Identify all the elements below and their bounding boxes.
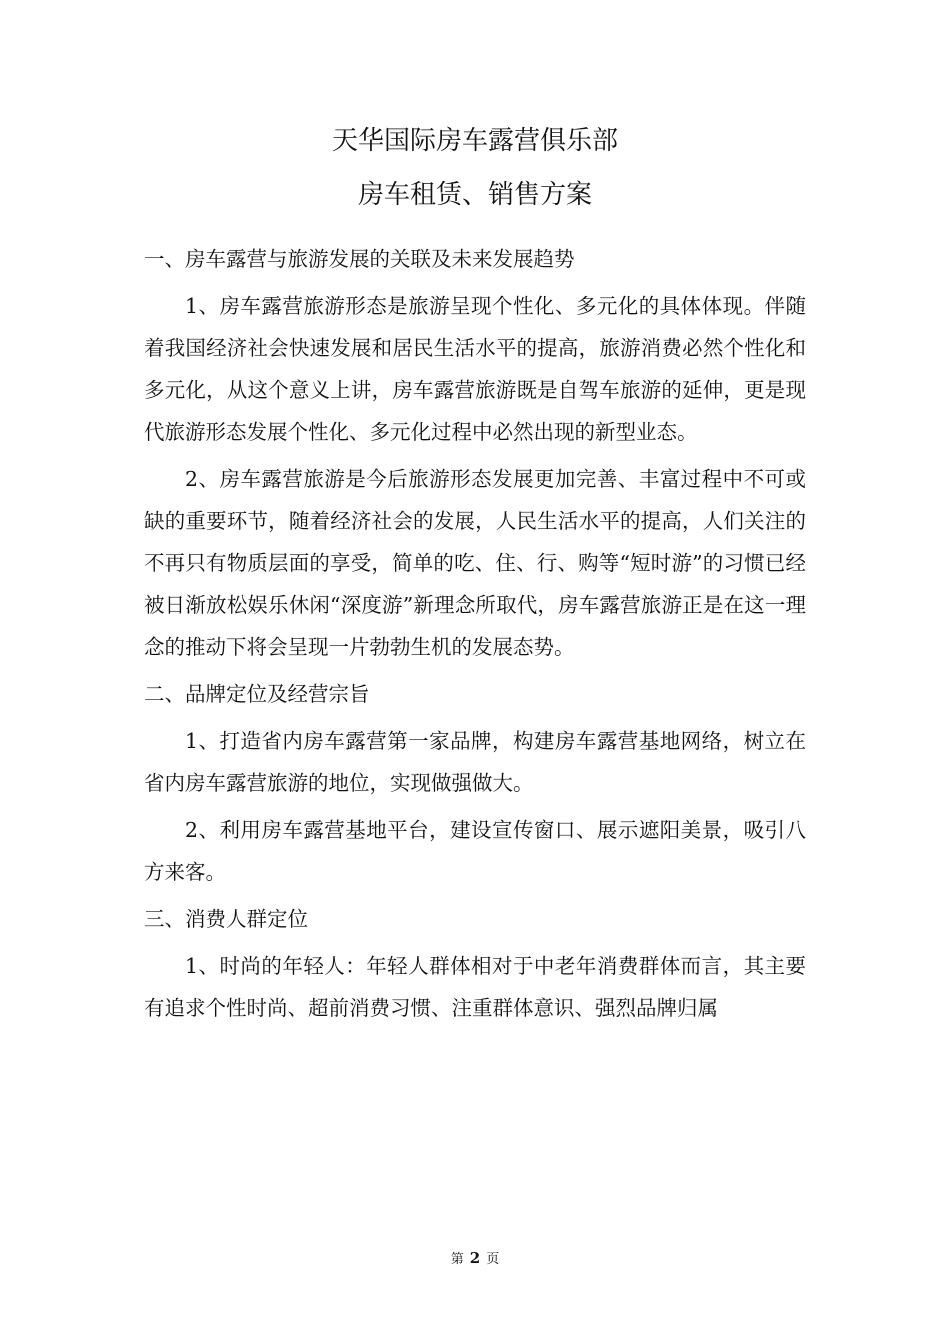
section-1-paragraph-2: 2、房车露营旅游是今后旅游形态发展更加完善、丰富过程中不可或缺的重要环节，随着经济社会的发展，人民生活水平的提高，人们关注的不再只有物质层面的享受，简单的吃、住、行、购等“短时游”的习惯已经被日渐放松娱乐休闲“深度游”新理念所取代，房车露营旅游正是在这一理念的推动下将会呈现一片勃勃生机的发展态势。	[144, 467, 806, 659]
page-footer	[0, 1248, 950, 1270]
footer-suffix: 页	[486, 1252, 500, 1267]
document-subtitle: 房车租赁、销售方案	[357, 180, 592, 210]
section-2-paragraph-1: 1、打造省内房车露营第一家品牌，构建房车露营基地网络，树立在省内房车露营旅游的地位，实现做强做大。	[144, 729, 806, 795]
section-heading-3: 三、消费人群定位	[144, 907, 308, 931]
document-body	[144, 238, 806, 1034]
document-title: 天华国际房车露营俱乐部	[331, 126, 618, 156]
section-1-paragraph-1: 1、房车露营旅游形态是旅游呈现个性化、多元化的具体体现。伴随着我国经济社会快速发展和居民生活水平的提高，旅游消费必然个性化和多元化，从这个意义上讲，房车露营旅游既是自驾车旅游的延伸，更是现代旅游形态发展个性化、多元化过程中必然出现的新型业态。	[144, 294, 806, 444]
section-2-paragraph-2: 2、利用房车露营基地平台，建设宣传窗口、展示遮阳美景，吸引八方来客。	[144, 818, 806, 884]
section-heading-2: 二、品牌定位及经营宗旨	[144, 682, 370, 706]
page-number: 2	[469, 1249, 481, 1267]
section-3-paragraph-1: 1、时尚的年轻人：年轻人群体相对于中老年消费群体而言，其主要有追求个性时尚、超前消费习惯、注重群体意识、强烈品牌归属	[144, 954, 806, 1020]
footer-prefix: 第	[450, 1252, 464, 1267]
section-heading-1: 一、房车露营与旅游发展的关联及未来发展趋势	[144, 247, 575, 271]
